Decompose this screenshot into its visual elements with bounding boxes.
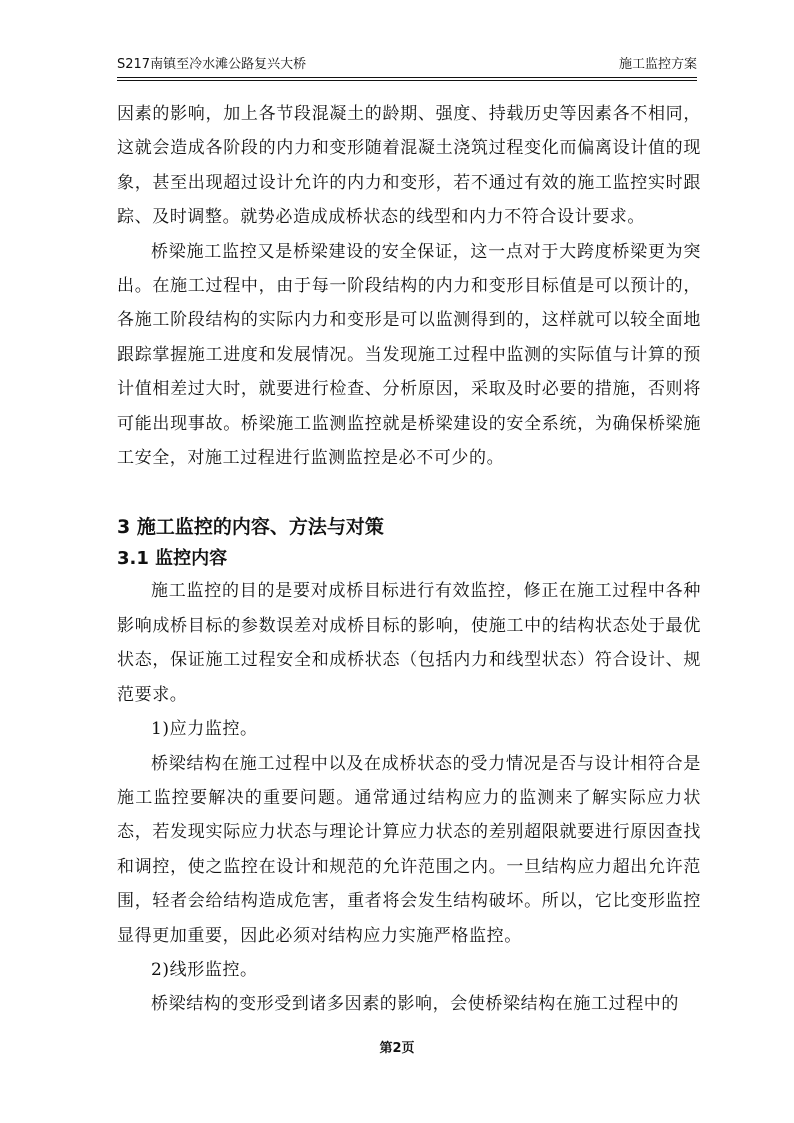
header-rule-thin bbox=[117, 80, 697, 81]
body-paragraph: 桥梁施工监控又是桥梁建设的安全保证，这一点对于大跨度桥梁更为突出。在施工过程中，由于每一阶段结构的内力和变形目标值是可以预计的，各施工阶段结构的实际内力和变形是可以监测得到的，这样就可以较全面地跟踪掌握施工进度和发展情况。当发现施工过程中监测的实际值与计算的预计值相差过大时，就要进行检查、分析原因，采取及时必要的措施，否则将可能出现事故。桥梁施工监测监控就是桥梁建设的安全系统，为确保桥梁施工安全，对施工过程进行监测监控是必不可少的。 bbox=[117, 241, 701, 469]
page-body bbox=[117, 97, 701, 1022]
body-paragraph: 因素的影响，加上各节段混凝土的龄期、强度、持载历史等因素各不相同，这就会造成各阶段的内力和变形随着混凝土浇筑过程变化而偏离设计值的现象，甚至出现超过设计允许的内力和变形，若不通过有效的施工监控实时跟踪、及时调整。就势必造成成桥状态的线型和内力不符合设计要求。 bbox=[117, 104, 701, 228]
page-header bbox=[117, 55, 697, 75]
section-spacer bbox=[117, 475, 701, 509]
body-paragraph: 施工监控的目的是要对成桥目标进行有效监控，修正在施工过程中各种影响成桥目标的参数误差对成桥目标的影响，使施工中的结构状态处于最优状态，保证施工过程安全和成桥状态（包括内力和线型状态）符合设计、规范要求。 bbox=[117, 581, 701, 705]
body-paragraph: 桥梁结构在施工过程中以及在成桥状态的受力情况是否与设计相符合是施工监控要解决的重要问题。通常通过结构应力的监测来了解实际应力状态，若发现实际应力状态与理论计算应力状态的差别超限就要进行原因查找和调控，使之监控在设计和规范的允许范围之内。一旦结构应力超出允许范围，轻者会给结构造成危害，重者将会发生结构破坏。所以，它比变形监控显得更加重要，因此必须对结构应力实施严格监控。 bbox=[117, 753, 701, 946]
page-number: 第2页 bbox=[379, 1041, 415, 1056]
list-item-heading: 2)线形监控。 bbox=[151, 959, 258, 980]
header-project-title: S217南镇至冷水滩公路复兴大桥 bbox=[117, 57, 307, 72]
list-item-heading: 1)应力监控。 bbox=[151, 719, 258, 740]
body-paragraph: 桥梁结构的变形受到诸多因素的影响，会使桥梁结构在施工过程中的 bbox=[151, 994, 679, 1015]
header-document-title: 施工监控方案 bbox=[618, 57, 697, 72]
header-rule-thick bbox=[117, 77, 697, 78]
section-heading: 3 施工监控的内容、方法与对策 bbox=[117, 516, 384, 539]
subsection-heading: 3.1 监控内容 bbox=[117, 548, 228, 570]
